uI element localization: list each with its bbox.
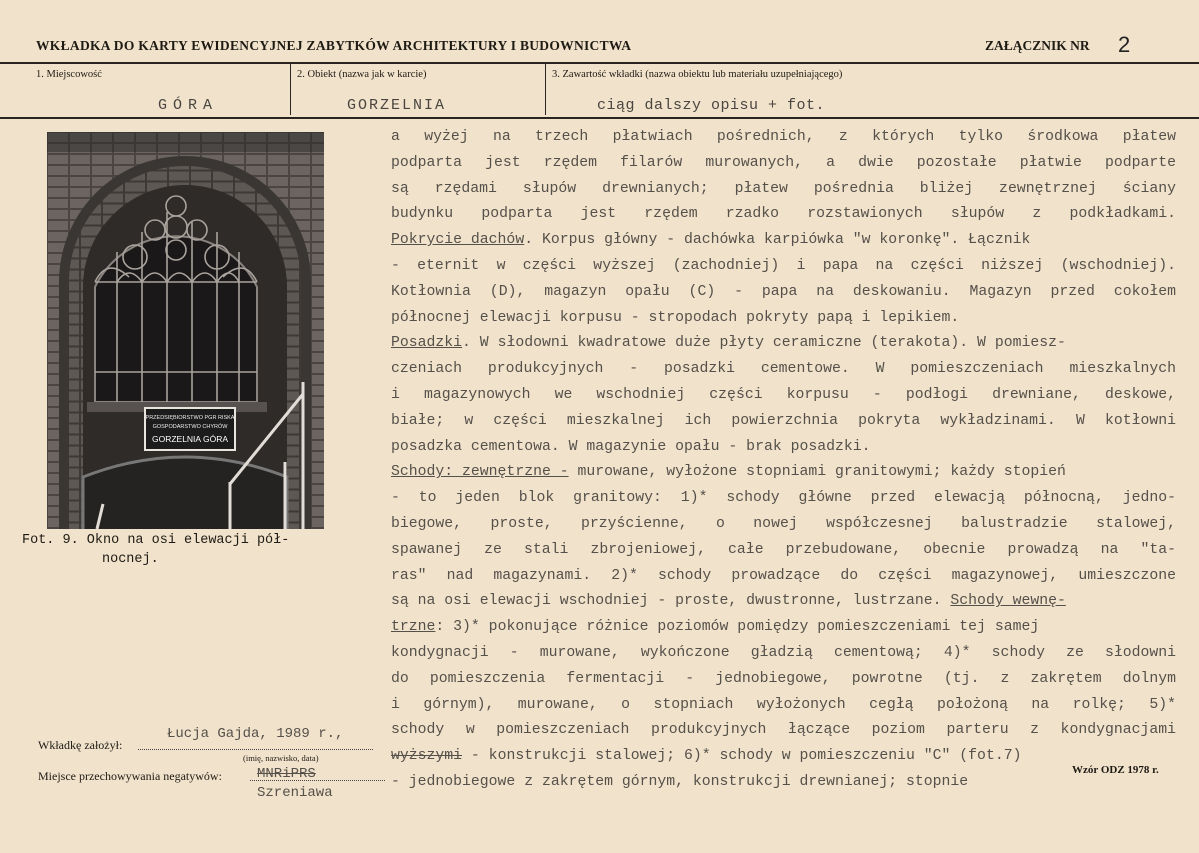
text-line: północnej elewacji korpusu - stropodach pokryty papą i lepikiem. — [391, 309, 960, 326]
text-segment: są na osi elewacji wschodniej - proste, dwustronne, lustrzane. — [391, 593, 951, 610]
section-heading-inner-stairs-cont: trzne — [391, 619, 436, 636]
section-heading-roofing: Pokrycie dachów — [391, 232, 525, 249]
description-text — [391, 125, 1176, 796]
contents-value: ciąg dalszy opisu + fot. — [597, 97, 826, 114]
photo-caption — [22, 531, 367, 569]
locality-value: GÓRA — [158, 97, 219, 114]
section-heading-floors: Posadzki — [391, 335, 463, 352]
annex-number: 2 — [1118, 32, 1131, 57]
author-dotted-line — [138, 749, 373, 750]
text-segment: : 3)* pokonujące różnice poziomów pomiędzy pomieszczeniami tej samej — [435, 619, 1040, 636]
text-line — [391, 589, 1176, 615]
text-line: do pomieszczenia fermentacji - jednobiegowe, powrotne (tj. z zakrętem dolnym — [391, 670, 1176, 687]
text-line — [391, 744, 1176, 770]
field-divider-2 — [545, 63, 546, 115]
text-line: - eternit w części wyższej (zachodniej) i papa na części niższej (wschodniej). — [391, 257, 1176, 274]
sign-line-3: GORZELNIA GÓRA — [151, 434, 229, 444]
text-line: - to jeden blok granitowy: 1)* schody główne przed elewacją północną, jedno- — [391, 490, 1176, 507]
text-segment: murowane, wyłożone stopniami granitowymi; każdy stopień — [568, 464, 1066, 481]
text-line — [391, 228, 1176, 254]
text-line: spawanej ze stali zbrojeniowej, całe przebudowane, obecnie prowadzą na "ta- — [391, 541, 1176, 558]
section-heading-inner-stairs: Schody wewnę- — [950, 593, 1066, 610]
text-line: kondygnacji - murowane, wykończone gładzią cementową; 4)* schody ze słodowni — [391, 644, 1176, 661]
text-segment: . Korpus główny - dachówka karpiówka "w koronkę". Łącznik — [524, 232, 1031, 249]
object-label: 2. Obiekt (nazwa jak w karcie) — [297, 69, 427, 80]
annex-label: ZAŁĄCZNIK NR — [985, 38, 1090, 53]
text-line: ras" nad magazynami. 2)* schody prowadzące do części magazynowej, umieszczone — [391, 567, 1176, 584]
caption-line-1: Fot. 9. Okno na osi elewacji pół- — [22, 533, 290, 548]
text-line: biegowe, proste, przyścienne, o nowej współczesnej balustradzie stalowej, — [391, 515, 1176, 532]
negatives-value-1: MNRiPRS — [257, 766, 316, 782]
caption-line-2: nocnej. — [102, 552, 159, 567]
fields-rule — [0, 117, 1199, 119]
sign-line-1: PRZEDSIĘBIORSTWO PGR RISKA — [145, 415, 235, 421]
section-heading-stairs: Schody: zewnętrzne - — [391, 464, 569, 481]
text-line: - jednobiegowe z zakrętem górnym, konstrukcji drewnianej; stopnie — [391, 773, 969, 790]
photo-window — [47, 132, 324, 529]
header-rule — [0, 62, 1199, 64]
text-line — [391, 460, 1176, 486]
author-label: Wkładkę założył: — [38, 738, 123, 752]
text-segment: . W słodowni kwadratowe duże płyty ceramiczne (terakota). W pomiesz- — [462, 335, 1066, 352]
text-segment: - konstrukcji stalowej; 6)* schody w pomieszczeniu "C" (fot.7) — [462, 748, 1022, 765]
text-line: czeniach produkcyjnych - posadzki cementowe. W pomieszczeniach mieszkalnych — [391, 361, 1176, 378]
card-title: WKŁADKA DO KARTY EWIDENCYJNEJ ZABYTKÓW ARCHITEKTURY I BUDOWNICTWA — [36, 38, 632, 53]
negatives-value-2: Szreniawa — [257, 785, 333, 801]
text-line: posadzka cementowa. W magazynie opału - brak posadzki. — [391, 438, 871, 455]
text-line: białe; w części mieszkalnej ich powierzchnia pokryta wykładzinami. W kotłowni — [391, 412, 1176, 429]
locality-label: 1. Miejscowość — [36, 69, 102, 80]
text-line: podparta jest rzędem filarów murowanych, a dwie pozostałe płatwie podparte — [391, 154, 1176, 171]
text-line: schody w pomieszczeniach produkcyjnych łączące poziom parteru z kondygnacjami — [391, 722, 1176, 739]
author-hint: (imię, nazwisko, data) — [243, 753, 319, 763]
text-line — [391, 615, 1176, 641]
struck-text: wyższymi — [391, 748, 463, 765]
text-line: Kotłownia (D), magazyn opału (C) - papa na deskowaniu. Magazyn przed cokołem — [391, 283, 1176, 300]
contents-label: 3. Zawartość wkładki (nazwa obiektu lub materiału uzupełniającego) — [552, 69, 843, 80]
text-line: budynku podparta jest rzędem rzadko rozstawionych słupów z podkładkami. — [391, 206, 1176, 223]
text-line — [391, 331, 1176, 357]
form-code: Wzór ODZ 1978 r. — [1072, 764, 1159, 776]
author-value: Łucja Gajda, 1989 r., — [167, 726, 344, 742]
sign-line-2: GOSPODARSTWO CHYRÓW — [152, 424, 228, 430]
text-line: i magazynowych we wschodniej części korpusu - podłogi drewniane, deskowe, — [391, 386, 1176, 403]
text-line: i górnym), murowane, o stopniach wyłożonych cegłą położoną na rolkę; 5)* — [391, 696, 1176, 713]
negatives-label: Miejsce przechowywania negatywów: — [38, 769, 222, 783]
object-value: GORZELNIA — [347, 97, 447, 114]
text-line: są rzędami słupów drewnianych; płatew pośrednia bliżej zewnętrznej ściany — [391, 180, 1176, 197]
field-divider-1 — [290, 63, 291, 115]
text-line: a wyżej na trzech płatwiach pośrednich, z których tylko środkowa płatew — [391, 129, 1176, 145]
